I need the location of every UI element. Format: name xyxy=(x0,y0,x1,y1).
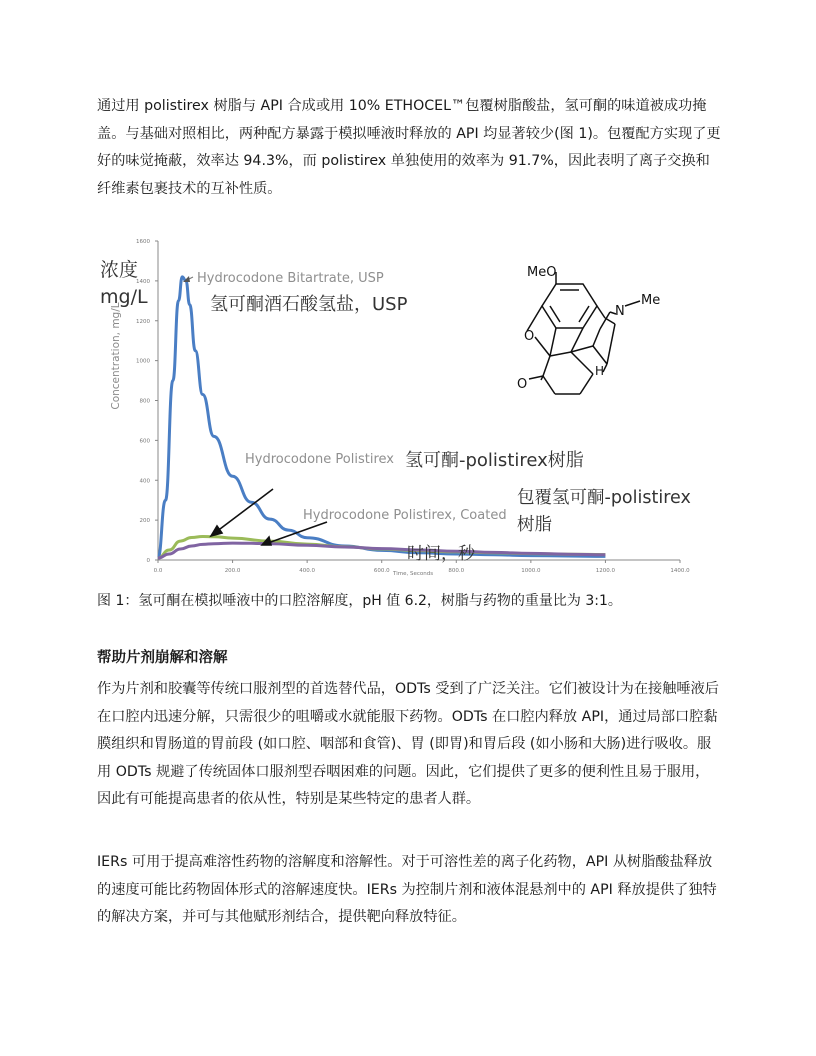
y-label-cn-line2: mg/L xyxy=(100,286,148,308)
y-tick-label: 1000 xyxy=(136,358,150,365)
x-tick-label: 600.0 xyxy=(373,568,390,574)
label-polistirex-cn: 氢可酮-polistirex树脂 xyxy=(405,450,584,471)
x-tick-label: 1200.0 xyxy=(595,568,616,574)
molecule-me: Me xyxy=(641,293,661,308)
figure-caption: 图 1：氢可酮在模拟唾液中的口腔溶解度，pH 值 6.2，树脂与药物的重量比为 3:1。 xyxy=(97,593,622,609)
y-tick-label: 1400 xyxy=(136,278,150,285)
y-tick-label: 600 xyxy=(139,438,150,445)
label-coated-cn-line1: 包覆氢可酮-polistirex xyxy=(517,488,691,508)
x-tick-label: 1400.0 xyxy=(670,568,690,574)
label-coated-en: Hydrocodone Polistirex, Coated xyxy=(303,508,507,523)
molecule-h: H xyxy=(595,364,605,378)
molecule-n: N xyxy=(615,304,625,319)
x-axis-label-en: Time, Seconds xyxy=(393,571,434,577)
x-axis-label-cn: 时间，秒 xyxy=(407,544,475,564)
y-tick-label: 200 xyxy=(139,518,150,525)
ier-paragraph: IERs 可用于提高难溶性药物的溶解度和溶解性。对于可溶性差的离子化药物，API 从树脂酸盐释放的速度可能比药物固体形式的溶解速度快。IERs 为控制片剂和液体混悬剂中的 API 释放提供了独特的解决方案，并可与其他赋形剂结合，提供靶向释放特征。 xyxy=(97,854,717,925)
intro-paragraph: 通过用 polistirex 树脂与 API 合成或用 10% ETHOCEL™包覆树脂酸盐，氢可酮的味道被成功掩盖。与基础对照相比，两种配方暴露于模拟唾液时释放的 API 均显著较少(图 1)。包覆配方实现了更好的味觉掩蔽，效率达 94.3%，而 polistirex 单独使用的效率为 91.7%，因此表明了离子交换和纤维素包裹技术的互补性质。 xyxy=(97,98,721,197)
x-tick-label: 400.0 xyxy=(299,568,316,574)
y-tick-label: 1600 xyxy=(136,239,150,245)
label-bitartrate-en: Hydrocodone Bitartrate, USP xyxy=(197,271,384,286)
dissolution-chart xyxy=(95,234,725,586)
molecule-o-ketone: O xyxy=(517,377,528,392)
label-polistirex-en: Hydrocodone Polistirex xyxy=(245,452,394,467)
section-heading: 帮助片剂崩解和溶解 xyxy=(97,650,228,666)
x-tick-label: 0.0 xyxy=(153,568,163,574)
tick-labels xyxy=(136,239,690,574)
label-coated-cn-line2: 树脂 xyxy=(517,515,552,535)
odt-paragraph: 作为片剂和胶囊等传统口服剂型的首选替代品，ODTs 受到了广泛关注。它们被设计为在接触唾液后在口腔内迅速分解，只需很少的咀嚼或水就能服下药物。ODTs 在口腔内释放 API，通过局部口腔黏膜组织和胃肠道的胃前段 (如口腔、咽部和食管)、胃 (即胃)和胃后段 (如小肠和大肠)进行吸收。服用 ODTs 规避了传统固体口服剂型吞咽困难的问题。因此，它们提供了更多的便利性且易于服用，因此有可能提高患者的依从性，特别是某些特定的患者人群。 xyxy=(97,681,719,807)
y-tick-label: 0 xyxy=(146,558,150,564)
y-label-cn-line1: 浓度 xyxy=(100,259,139,281)
x-tick-label: 1000.0 xyxy=(521,568,541,574)
y-tick-label: 400 xyxy=(139,478,150,485)
y-axis-label-en: Concentration, mg/L xyxy=(110,302,122,410)
y-tick-label: 1200 xyxy=(136,318,150,325)
hydrocodone-structure xyxy=(527,272,640,394)
x-tick-label: 800.0 xyxy=(448,568,465,574)
x-tick-label: 200.0 xyxy=(224,568,241,574)
y-tick-label: 800 xyxy=(139,398,150,405)
molecule-o-ring: O xyxy=(524,329,535,344)
molecule-meo: MeO xyxy=(527,265,557,280)
arrow-polistirex-head xyxy=(211,526,222,536)
label-bitartrate-cn: 氢可酮酒石酸氢盐，USP xyxy=(210,294,408,315)
